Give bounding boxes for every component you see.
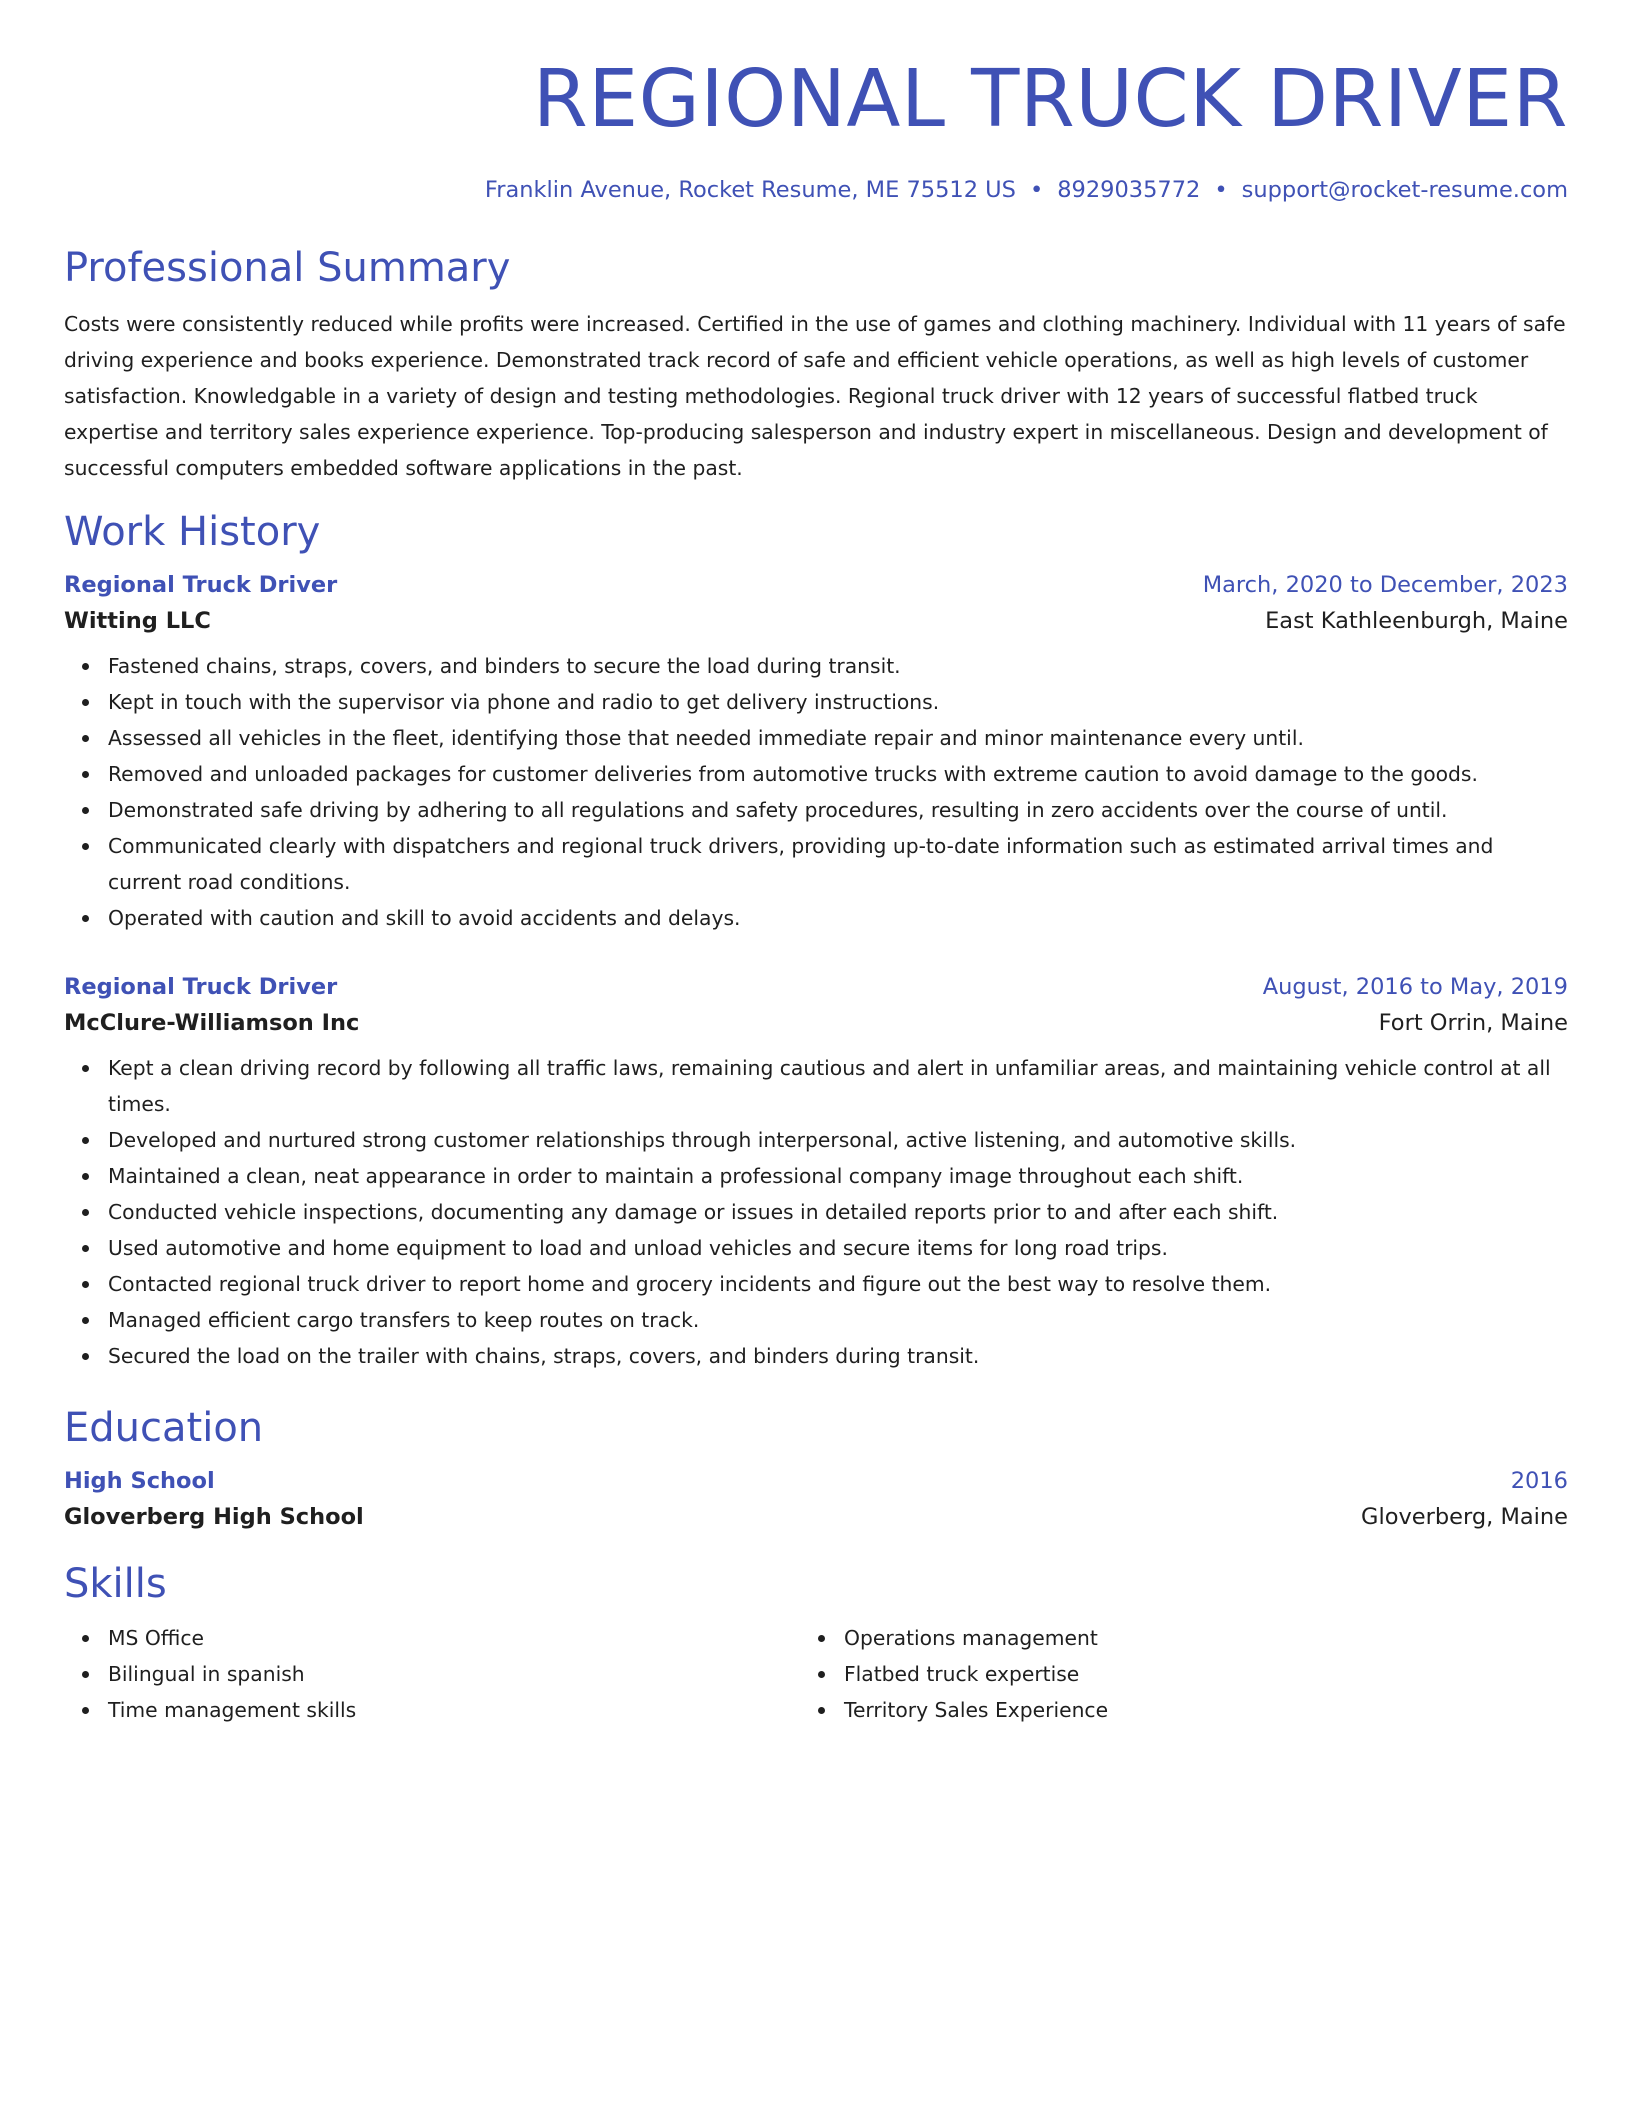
list-item: Operated with caution and skill to avoid accidents and delays.	[108, 900, 1568, 936]
job-title: Regional Truck Driver	[64, 974, 338, 1000]
degree-title: High School	[64, 1468, 215, 1494]
summary-text: Costs were consistently reduced while profits were increased. Certified in the use of games and clothing machinery. Individual with 11 years of safe driving experience and books experience. Demonstrated track record of safe and efficient vehicle operations, as well as high levels of customer satisfaction. Knowledgable in a variety of design and testing methodologies. Regional truck driver with 12 years of successful flatbed truck expertise and territory sales experience experience. Top-producing salesperson and industry expert in miscellaneous. Design and development of successful computers embedded software applications in the past.	[64, 312, 1566, 480]
skills-column-right	[800, 1620, 1536, 1728]
page-title: REGIONAL TRUCK DRIVER	[532, 53, 1568, 145]
job-header-row	[64, 974, 1568, 1000]
school-name: Gloverberg High School	[64, 1504, 364, 1530]
graduation-year: 2016	[1510, 1468, 1568, 1494]
skills-column-left	[64, 1620, 800, 1728]
skill-item: Bilingual in spanish	[108, 1656, 800, 1692]
list-item: Developed and nurtured strong customer relationships through interpersonal, active listening, and automotive skills.	[108, 1122, 1568, 1158]
separator-dot: •	[1029, 177, 1044, 203]
job-header-row	[64, 572, 1568, 598]
skills-grid	[64, 1620, 1568, 1728]
skill-item: Territory Sales Experience	[844, 1692, 1536, 1728]
list-item: Communicated clearly with dispatchers and regional truck drivers, providing up-to-date information such as estimated arrival times and current road conditions.	[108, 828, 1568, 900]
job-location: Fort Orrin, Maine	[1378, 1010, 1568, 1036]
list-item: Kept in touch with the supervisor via phone and radio to get delivery instructions.	[108, 684, 1568, 720]
list-item: Kept a clean driving record by following all traffic laws, remaining cautious and alert in unfamiliar areas, and maintaining vehicle control at all times.	[108, 1050, 1568, 1122]
education-entry	[64, 1468, 1568, 1530]
work-history-heading: Work History	[64, 509, 321, 555]
skill-item: Flatbed truck expertise	[844, 1656, 1536, 1692]
company-name: Witting LLC	[64, 608, 211, 634]
job-dates: March, 2020 to December, 2023	[1202, 572, 1568, 598]
company-name: McClure-Williamson Inc	[64, 1010, 360, 1036]
address-text: Franklin Avenue, Rocket Resume, ME 75512 US	[484, 177, 1016, 203]
job-company-row	[64, 608, 1568, 634]
skill-item: Time management skills	[108, 1692, 800, 1728]
list-item: Conducted vehicle inspections, documenting any damage or issues in detailed reports prior to and after each shift.	[108, 1194, 1568, 1230]
job-dates: August, 2016 to May, 2019	[1262, 974, 1568, 1000]
list-item: Demonstrated safe driving by adhering to all regulations and safety procedures, resulting in zero accidents over the course of until.	[108, 792, 1568, 828]
separator-dot: •	[1214, 177, 1228, 203]
education-header-row	[64, 1468, 1568, 1494]
job-company-row	[64, 1010, 1568, 1036]
job-entry	[64, 974, 1568, 1374]
list-item: Fastened chains, straps, covers, and binders to secure the load during transit.	[108, 648, 1568, 684]
skill-item: MS Office	[108, 1620, 800, 1656]
contact-line	[64, 177, 1568, 204]
email-link[interactable]: support@rocket-resume.com	[1241, 177, 1568, 203]
list-item: Assessed all vehicles in the fleet, identifying those that needed immediate repair and minor maintenance every until.	[108, 720, 1568, 756]
education-school-row	[64, 1504, 1568, 1530]
summary-heading: Professional Summary	[64, 245, 511, 291]
phone-text: 8929035772	[1057, 177, 1201, 203]
school-location: Gloverberg, Maine	[1361, 1504, 1568, 1530]
job-bullets	[64, 648, 1568, 936]
list-item: Used automotive and home equipment to load and unload vehicles and secure items for long road trips.	[108, 1230, 1568, 1266]
job-entry	[64, 572, 1568, 936]
list-item: Managed efficient cargo transfers to keep routes on track.	[108, 1302, 1568, 1338]
job-location: East Kathleenburgh, Maine	[1265, 608, 1568, 634]
resume-header	[64, 53, 1568, 204]
list-item: Removed and unloaded packages for customer deliveries from automotive trucks with extreme caution to avoid damage to the goods.	[108, 756, 1568, 792]
skill-item: Operations management	[844, 1620, 1536, 1656]
list-item: Contacted regional truck driver to report home and grocery incidents and figure out the best way to resolve them.	[108, 1266, 1568, 1302]
job-title: Regional Truck Driver	[64, 572, 338, 598]
job-bullets	[64, 1050, 1568, 1374]
skills-heading: Skills	[64, 1561, 167, 1607]
skills-list	[64, 1620, 800, 1728]
education-heading: Education	[64, 1405, 264, 1451]
list-item: Secured the load on the trailer with chains, straps, covers, and binders during transit.	[108, 1338, 1568, 1374]
list-item: Maintained a clean, neat appearance in order to maintain a professional company image throughout each shift.	[108, 1158, 1568, 1194]
skills-list	[800, 1620, 1536, 1728]
